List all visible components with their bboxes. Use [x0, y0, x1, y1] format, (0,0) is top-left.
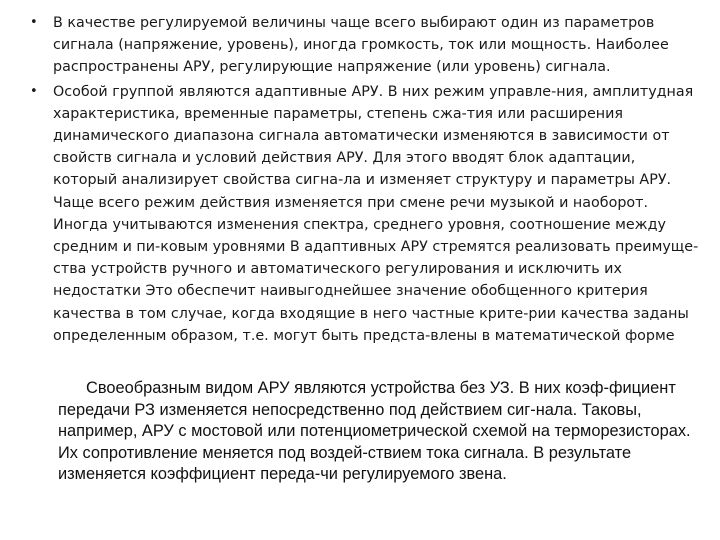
bullet-text-2: Особой группой являются адаптивные АРУ. В них режим управле-ния, амплитудная характеристика, временные параметры, степень сжа-тия или расширения динамического диапазона сигнала автоматически изменяются в зависимости от свойств сигнала и условий действия АРУ. Для этого вводят блок адаптации, который анализирует свойства сигна-ла и изменяет структуру и параметры АРУ. Чаще всего режим действия изменяется при смене речи музыкой и наоборот. Иногда учитываются изменения спектра, среднего уровня, соотношение между средним и пи-ковым уровнями В адаптивных АРУ стремятся реализовать преимуще-ства устройств ручного и автоматического регулирования и исключить их недостатки Это обеспечит наивыгоднейшее значение обобщенного критерия качества в том случае, когда входящие в него частные крите-рии качества заданы определенным образом, т.е. могут быть предста-влены в математической форме	[53, 83, 699, 344]
bullet-item-2	[30, 81, 700, 347]
bullet-dot-icon: •	[30, 15, 38, 30]
bullet-item-1	[30, 12, 700, 79]
body-paragraph: Своеобразным видом АРУ являются устройства без УЗ. В них коэф-фициент передачи РЗ изменяется непосредственно под действием сиг-нала. Таковы, например, АРУ с мостовой или потенциометрической схемой на терморезисторах. Их сопротивление меняется под воздей-ствием тока сигнала. В результате изменяется коэффициент переда-чи регулируемого звена.	[58, 379, 691, 484]
bullet-text-1: В качестве регулируемой величины чаще всего выбирают один из параметров сигнала (напряжение, уровень), иногда громкость, ток или мощность. Наиболее распространены АРУ, регулирующие напряжение (или уровень) сигнала.	[53, 15, 669, 76]
bullet-list	[30, 12, 700, 349]
bullet-dot-icon: •	[30, 83, 38, 99]
